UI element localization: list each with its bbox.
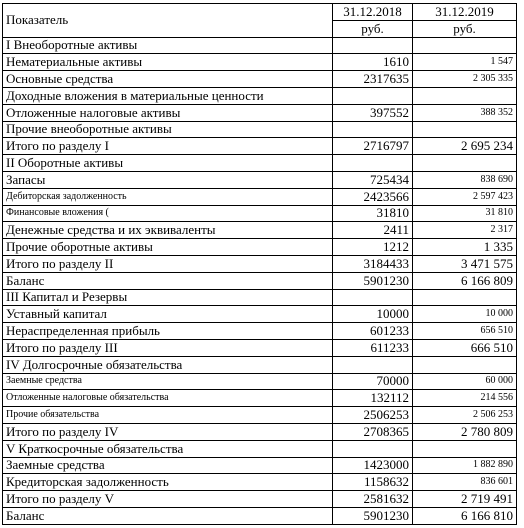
row-label: Отложенные налоговые активы bbox=[3, 104, 333, 121]
value-2019: 31 810 bbox=[413, 205, 517, 222]
row-label: Дебиторская задолженность bbox=[3, 188, 333, 205]
value-2019 bbox=[413, 289, 517, 306]
table-row bbox=[3, 474, 517, 491]
row-label: V Краткосрочные обязательства bbox=[3, 440, 333, 457]
value-2019: 666 510 bbox=[413, 339, 517, 356]
value-2019: 60 000 bbox=[413, 373, 517, 390]
row-label: Заемные средства bbox=[3, 373, 333, 390]
value-2018: 2411 bbox=[333, 222, 413, 239]
table-row bbox=[3, 155, 517, 172]
value-2019: 836 601 bbox=[413, 474, 517, 491]
value-2019: 1 335 bbox=[413, 239, 517, 256]
table-row bbox=[3, 272, 517, 289]
value-2019: 2 719 491 bbox=[413, 491, 517, 508]
value-2018: 70000 bbox=[333, 373, 413, 390]
value-2019 bbox=[413, 121, 517, 138]
row-label: Итого по разделу V bbox=[3, 491, 333, 508]
row-label: Кредиторская задолженность bbox=[3, 474, 333, 491]
value-2018: 2581632 bbox=[333, 491, 413, 508]
table-row bbox=[3, 171, 517, 188]
value-2019: 1 547 bbox=[413, 54, 517, 71]
header-unit-2019: руб. bbox=[413, 20, 517, 37]
value-2019: 214 556 bbox=[413, 390, 517, 407]
table-row bbox=[3, 356, 517, 373]
row-label: Финансовые вложения ( bbox=[3, 205, 333, 222]
value-2019: 2 305 335 bbox=[413, 71, 517, 88]
row-label: Прочие обязательства bbox=[3, 407, 333, 424]
value-2018: 1423000 bbox=[333, 457, 413, 474]
table-row bbox=[3, 491, 517, 508]
value-2019 bbox=[413, 155, 517, 172]
table-row bbox=[3, 188, 517, 205]
row-label: II Оборотные активы bbox=[3, 155, 333, 172]
value-2018: 132112 bbox=[333, 390, 413, 407]
row-label: Прочие внеоборотные активы bbox=[3, 121, 333, 138]
value-2018: 2708365 bbox=[333, 423, 413, 440]
value-2019: 3 471 575 bbox=[413, 255, 517, 272]
table-row bbox=[3, 87, 517, 104]
table-row bbox=[3, 390, 517, 407]
table-row bbox=[3, 339, 517, 356]
table-row bbox=[3, 138, 517, 155]
value-2018 bbox=[333, 289, 413, 306]
table-row bbox=[3, 239, 517, 256]
value-2018 bbox=[333, 87, 413, 104]
row-label: Итого по разделу III bbox=[3, 339, 333, 356]
row-label: Итого по разделу I bbox=[3, 138, 333, 155]
table-row bbox=[3, 222, 517, 239]
table-row bbox=[3, 104, 517, 121]
value-2019: 388 352 bbox=[413, 104, 517, 121]
table-row bbox=[3, 289, 517, 306]
value-2019: 6 166 809 bbox=[413, 272, 517, 289]
value-2019: 656 510 bbox=[413, 323, 517, 340]
row-label: I Внеоборотные активы bbox=[3, 37, 333, 54]
table-row bbox=[3, 255, 517, 272]
value-2018 bbox=[333, 155, 413, 172]
table-row bbox=[3, 457, 517, 474]
row-label: Баланс bbox=[3, 507, 333, 524]
value-2019 bbox=[413, 440, 517, 457]
row-label: III Капитал и Резервы bbox=[3, 289, 333, 306]
value-2018: 2423566 bbox=[333, 188, 413, 205]
table-row bbox=[3, 54, 517, 71]
row-label: Итого по разделу IV bbox=[3, 423, 333, 440]
table-row bbox=[3, 37, 517, 54]
value-2018: 10000 bbox=[333, 306, 413, 323]
value-2018: 2506253 bbox=[333, 407, 413, 424]
value-2019 bbox=[413, 356, 517, 373]
value-2019: 838 690 bbox=[413, 171, 517, 188]
value-2019: 2 695 234 bbox=[413, 138, 517, 155]
header-unit-2018: руб. bbox=[333, 20, 413, 37]
table-row bbox=[3, 205, 517, 222]
row-label: Доходные вложения в материальные ценности bbox=[3, 87, 333, 104]
table-row bbox=[3, 71, 517, 88]
value-2018 bbox=[333, 356, 413, 373]
value-2019: 2 780 809 bbox=[413, 423, 517, 440]
table-row bbox=[3, 423, 517, 440]
value-2018: 2317635 bbox=[333, 71, 413, 88]
header-date-2018: 31.12.2018 bbox=[333, 4, 413, 21]
value-2018: 1158632 bbox=[333, 474, 413, 491]
header-date-2019: 31.12.2019 bbox=[413, 4, 517, 21]
value-2019: 1 882 890 bbox=[413, 457, 517, 474]
value-2018 bbox=[333, 37, 413, 54]
value-2018: 1610 bbox=[333, 54, 413, 71]
value-2018: 5901230 bbox=[333, 507, 413, 524]
row-label: Итого по разделу II bbox=[3, 255, 333, 272]
value-2018: 3184433 bbox=[333, 255, 413, 272]
value-2018: 2716797 bbox=[333, 138, 413, 155]
value-2018 bbox=[333, 121, 413, 138]
table-row bbox=[3, 507, 517, 524]
row-label: Денежные средства и их эквиваленты bbox=[3, 222, 333, 239]
header-row-dates bbox=[3, 4, 517, 21]
row-label: Уставный капитал bbox=[3, 306, 333, 323]
balance-sheet-body bbox=[3, 4, 517, 525]
value-2019: 10 000 bbox=[413, 306, 517, 323]
row-label: Заемные средства bbox=[3, 457, 333, 474]
value-2019: 6 166 810 bbox=[413, 507, 517, 524]
value-2019: 2 597 423 bbox=[413, 188, 517, 205]
value-2019: 2 317 bbox=[413, 222, 517, 239]
row-label: Нераспределенная прибыль bbox=[3, 323, 333, 340]
table-row bbox=[3, 323, 517, 340]
row-label: Нематериальные активы bbox=[3, 54, 333, 71]
value-2019 bbox=[413, 87, 517, 104]
header-indicator: Показатель bbox=[3, 4, 333, 38]
row-label: Основные средства bbox=[3, 71, 333, 88]
row-label: Баланс bbox=[3, 272, 333, 289]
row-label: Прочие оборотные активы bbox=[3, 239, 333, 256]
value-2018: 601233 bbox=[333, 323, 413, 340]
row-label: Запасы bbox=[3, 171, 333, 188]
value-2018: 31810 bbox=[333, 205, 413, 222]
value-2018: 725434 bbox=[333, 171, 413, 188]
value-2018: 397552 bbox=[333, 104, 413, 121]
value-2018: 1212 bbox=[333, 239, 413, 256]
value-2018: 611233 bbox=[333, 339, 413, 356]
balance-sheet-table bbox=[2, 3, 517, 525]
table-row bbox=[3, 373, 517, 390]
table-row bbox=[3, 407, 517, 424]
row-label: IV Долгосрочные обязательства bbox=[3, 356, 333, 373]
value-2018: 5901230 bbox=[333, 272, 413, 289]
table-row bbox=[3, 440, 517, 457]
row-label: Отложенные налоговые обязательства bbox=[3, 390, 333, 407]
table-row bbox=[3, 306, 517, 323]
value-2019 bbox=[413, 37, 517, 54]
value-2019: 2 506 253 bbox=[413, 407, 517, 424]
table-row bbox=[3, 121, 517, 138]
value-2018 bbox=[333, 440, 413, 457]
